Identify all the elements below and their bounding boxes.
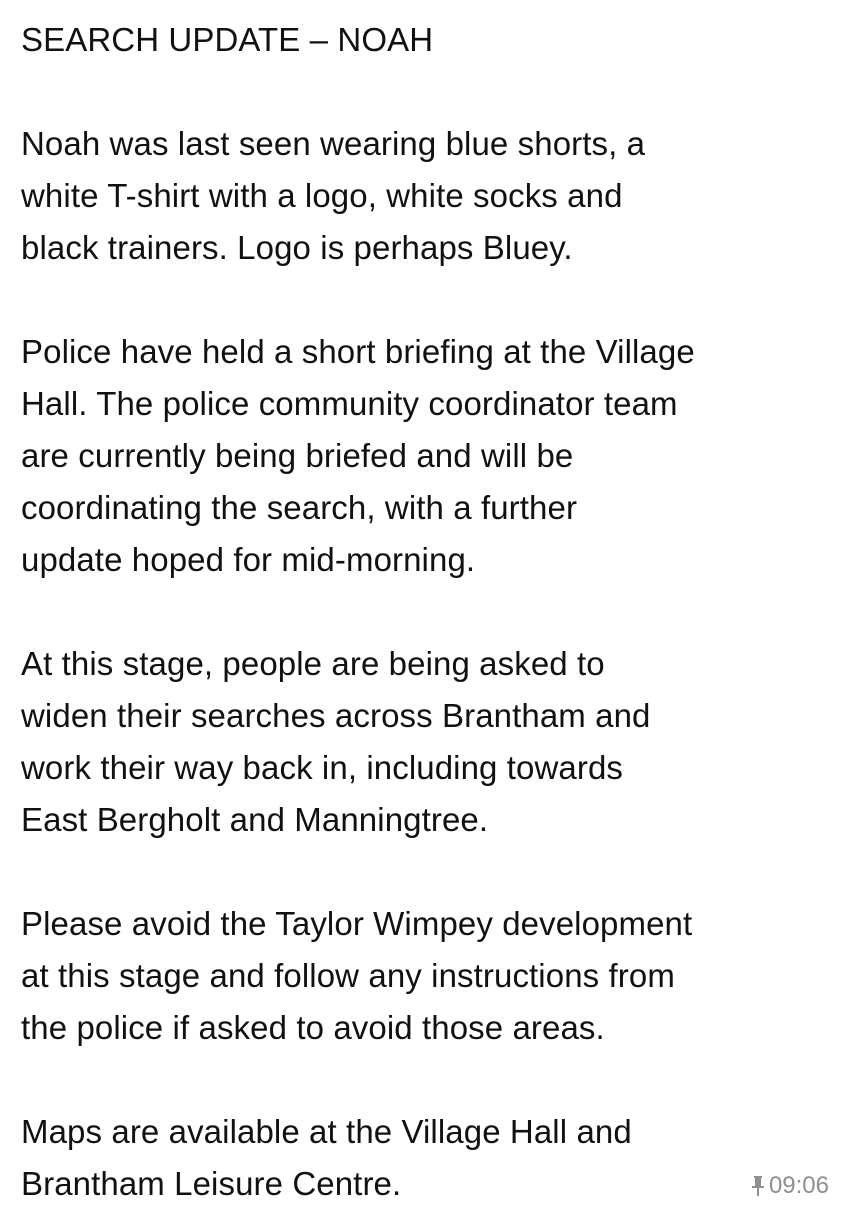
message-line: black trainers. Logo is perhaps Bluey. bbox=[21, 229, 573, 266]
paragraph-gap bbox=[21, 1054, 831, 1106]
paragraph-gap bbox=[21, 274, 831, 326]
message-line: East Bergholt and Manningtree. bbox=[21, 801, 489, 838]
message-line: Noah was last seen wearing blue shorts, a bbox=[21, 125, 646, 162]
pin-icon bbox=[750, 1175, 766, 1197]
message-line: coordinating the search, with a further bbox=[21, 489, 578, 526]
message-timestamp: 09:06 bbox=[768, 1172, 829, 1199]
paragraph-gap bbox=[21, 66, 831, 118]
message-line: the police if asked to avoid those areas. bbox=[21, 1009, 605, 1046]
message-line: Maps are available at the Village Hall and bbox=[21, 1113, 632, 1150]
message-line: Hall. The police community coordinator team bbox=[21, 385, 678, 422]
message-meta bbox=[750, 1171, 829, 1201]
message-line: At this stage, people are being asked to bbox=[21, 645, 605, 682]
message-line: Police have held a short briefing at the Village bbox=[21, 333, 695, 370]
paragraph-gap bbox=[21, 846, 831, 898]
message-line: widen their searches across Brantham and bbox=[21, 697, 651, 734]
message-line: work their way back in, including towards bbox=[21, 749, 624, 786]
message-line: are currently being briefed and will be bbox=[21, 437, 574, 474]
message-line: white T-shirt with a logo, white socks and bbox=[21, 177, 623, 214]
message-text bbox=[21, 14, 831, 1210]
message-line: update hoped for mid-morning. bbox=[21, 541, 476, 578]
paragraph-gap bbox=[21, 586, 831, 638]
message-line: Please avoid the Taylor Wimpey development bbox=[21, 905, 693, 942]
message-heading: SEARCH UPDATE – NOAH bbox=[21, 21, 434, 58]
message-line: at this stage and follow any instructions from bbox=[21, 957, 675, 994]
message-line: Brantham Leisure Centre. bbox=[21, 1165, 402, 1202]
